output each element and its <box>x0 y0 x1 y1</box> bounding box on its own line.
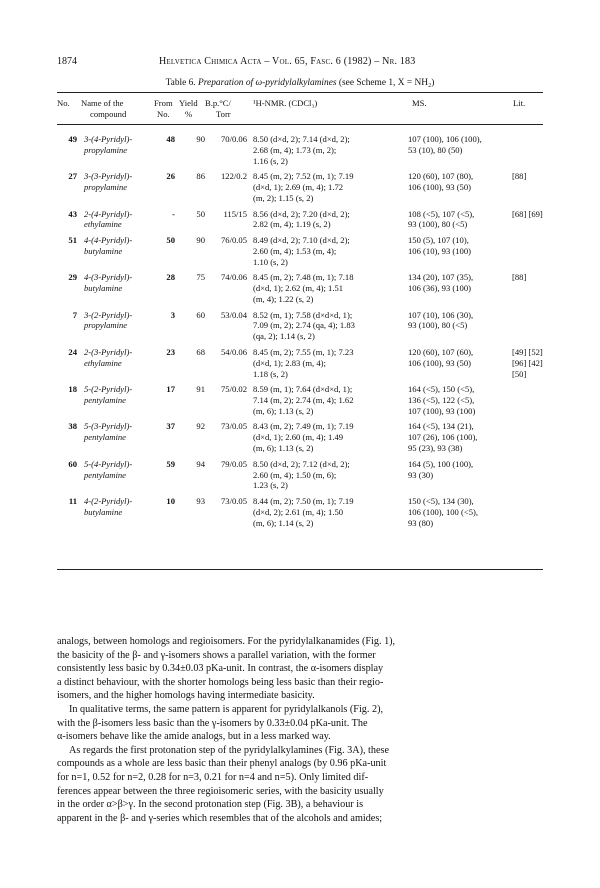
yield-value: 68 <box>196 346 205 357</box>
nmr-data-line: (d×d, 1); 2.69 (m, 4); 1.72 <box>253 182 344 193</box>
compound-name <box>84 134 148 156</box>
table-row <box>57 421 543 454</box>
page-number: 1874 <box>57 56 77 67</box>
nmr-data <box>253 421 403 454</box>
ms-data-line: 164 (<5), 134 (21), <box>408 421 474 432</box>
boiling-point: 75/0.02 <box>220 384 247 395</box>
from-number: 59 <box>166 458 175 469</box>
nmr-data-line: (m, 6); 1.14 (s, 2) <box>253 517 314 528</box>
literature-refs-line: [49] [52] <box>512 346 543 357</box>
col-header-no: No. <box>57 98 70 108</box>
ms-data <box>408 496 510 529</box>
from-number: 37 <box>166 421 175 432</box>
compound-name-line: 5-(4-Pyridyl)- <box>84 458 133 469</box>
boiling-point: 79/0.05 <box>220 458 247 469</box>
body-text-line: consistently less basic by 0.34±0.03 pKa-unit. In contrast, the α-isomers display <box>57 663 384 675</box>
compound-name <box>84 272 148 294</box>
table-row <box>57 134 543 167</box>
nmr-data <box>253 134 403 167</box>
yield-value: 90 <box>196 134 205 144</box>
nmr-data-line: 8.59 (m, 1); 7.64 (d×d×d, 1); <box>253 384 353 395</box>
compound-name <box>84 347 148 369</box>
literature-refs-line: [88] <box>512 272 527 283</box>
compound-name-line: pentylamine <box>84 432 126 443</box>
compound-name-line: 3-(4-Pyridyl)- <box>84 134 133 144</box>
yield-value: 92 <box>196 421 205 432</box>
nmr-data-line: 1.10 (s, 2) <box>253 256 288 267</box>
boiling-point: 73/0.05 <box>220 421 247 432</box>
ms-data-line: 106 (36), 93 (100) <box>408 283 472 294</box>
boiling-point: 122/0.2 <box>220 171 247 182</box>
compound-number: 18 <box>68 384 77 395</box>
yield-value: 94 <box>196 458 205 469</box>
body-text-line: in the order α>β>γ. In the second protonation step (Fig. 3B), a behaviour is <box>57 799 364 811</box>
literature-refs-line: [96] [42] <box>512 357 543 368</box>
ms-data-line: 108 (<5), 107 (<5), <box>408 208 475 219</box>
table-top-rule <box>57 92 543 93</box>
col-header-name-2: compound <box>90 109 127 119</box>
col-header-yield: Yield <box>179 98 198 108</box>
compound-number: 27 <box>68 171 77 182</box>
nmr-data-line: (m, 6); 1.13 (s, 2) <box>253 443 314 454</box>
col-header-bp-2: Torr <box>216 109 231 119</box>
table-title-italic: Preparation of ω-pyridylalkylamines <box>198 78 337 88</box>
compound-name-line: propylamine <box>84 320 128 331</box>
compound-number: 51 <box>68 234 77 245</box>
body-text-line: α-isomers behave like the amide analogs, but in a less marked way. <box>57 731 331 743</box>
nmr-data-line: 8.49 (d×d, 2); 7.10 (d×d, 2); <box>253 234 350 245</box>
nmr-data-line: 1.16 (s, 2) <box>253 155 288 166</box>
ms-data <box>408 421 510 454</box>
col-header-ms: MS. <box>412 98 427 108</box>
yield-value: 60 <box>196 309 205 320</box>
nmr-data <box>253 310 403 343</box>
compound-name-line: 3-(2-Pyridyl)- <box>84 309 133 320</box>
ms-data-line: 136 (<5), 122 (<5), <box>408 394 475 405</box>
ms-data <box>408 272 510 294</box>
compound-number: 11 <box>68 495 77 506</box>
ms-data-line: 134 (20), 107 (35), <box>408 272 474 283</box>
compound-name <box>84 459 148 481</box>
compound-number: 43 <box>68 208 77 219</box>
nmr-data-line: 7.14 (m, 2); 2.74 (m, 4); 1.62 <box>253 394 354 405</box>
nmr-data-line: 7.09 (m, 2); 2.74 (qa, 4); 1.83 <box>253 320 355 331</box>
boiling-point: 53/0.04 <box>220 309 247 320</box>
ms-data-line: 107 (10), 106 (30), <box>408 309 474 320</box>
nmr-data-line: (qa, 2); 1.14 (s, 2) <box>253 331 315 342</box>
yield-value: 91 <box>196 384 205 395</box>
body-text-line: for n=1, 0.52 for n=2, 0.28 for n=3, 0.21 for n=4 and n=5). Only limited dif- <box>57 771 369 783</box>
table-bottom-rule <box>57 569 543 570</box>
nmr-data-line: (m, 4); 1.22 (s, 2) <box>253 294 314 305</box>
ms-data-line: 164 (5), 100 (100), <box>408 458 474 469</box>
compound-name-line: 4-(2-Pyridyl)- <box>84 495 133 506</box>
ms-data-line: 120 (60), 107 (80), <box>408 171 474 182</box>
from-number: 23 <box>166 346 175 357</box>
table-caption <box>57 78 543 88</box>
body-text-line: analogs, between homologs and regioisomers. For the pyridylalkanamides (Fig. 1), <box>57 636 396 647</box>
col-header-from: From <box>154 98 173 108</box>
ms-data-line: 150 (5), 107 (10), <box>408 234 469 245</box>
body-paragraphs <box>57 635 543 825</box>
compound-name-line: 4-(4-Pyridyl)- <box>84 234 133 245</box>
from-number: 3 <box>170 309 175 320</box>
yield-value: 86 <box>196 171 205 182</box>
nmr-data-line: (d×d, 1); 2.62 (m, 4); 1.51 <box>253 283 344 294</box>
ms-data <box>408 209 510 231</box>
compound-name-line: ethylamine <box>84 219 122 230</box>
compound-name-line: pentylamine <box>84 394 126 405</box>
nmr-data-line: 8.45 (m, 2); 7.55 (m, 1); 7.23 <box>253 346 354 357</box>
ms-data <box>408 347 510 369</box>
ms-data-line: 53 (10), 80 (50) <box>408 144 463 155</box>
yield-value: 50 <box>196 208 205 219</box>
compound-name-line: pentylamine <box>84 469 126 480</box>
col-header-yield-2: % <box>185 109 193 119</box>
body-text-line: compounds as a whole are less basic than their phenyl analogs (by 0.96 pKa-unit <box>57 758 387 770</box>
ms-data <box>408 384 510 417</box>
nmr-data-line: 2.68 (m, 4); 1.73 (m, 2); <box>253 144 337 155</box>
compound-name-line: 5-(3-Pyridyl)- <box>84 421 133 432</box>
nmr-data-line: 2.82 (m, 4); 1.19 (s, 2) <box>253 219 331 230</box>
ms-data-line: 93 (100), 80 (<5) <box>408 219 468 230</box>
journal-citation: Helvetica Chimica Acta – Vol. 65, Fasc. 6 (1982) – Nr. 183 <box>159 56 416 67</box>
ms-data-line: 93 (100), 80 (<5) <box>408 320 468 331</box>
nmr-data-line: (d×d, 2); 2.61 (m, 4); 1.50 <box>253 506 344 517</box>
ms-data-line: 93 (80) <box>408 517 434 528</box>
nmr-data-line: 8.44 (m, 2); 7.50 (m, 1); 7.19 <box>253 495 354 506</box>
nmr-data-line: 8.56 (d×d, 2); 7.20 (d×d, 2); <box>253 208 350 219</box>
literature-refs <box>512 209 546 220</box>
compound-name <box>84 209 148 231</box>
compound-number: 29 <box>68 272 77 283</box>
table-header-rule <box>57 124 543 125</box>
nmr-data-line: 8.45 (m, 2); 7.52 (m, 1); 7.19 <box>253 171 354 182</box>
from-number: 50 <box>166 234 175 245</box>
compound-name-line: 5-(2-Pyridyl)- <box>84 384 133 395</box>
ms-data-line: 106 (10), 93 (100) <box>408 245 472 256</box>
ms-data-line: 107 (26), 106 (100), <box>408 432 478 443</box>
from-number: 28 <box>166 272 175 283</box>
body-text-line: ferences appear between the three regioisomeric series, with the basicity usually <box>57 785 384 797</box>
compound-name <box>84 384 148 406</box>
table-row <box>57 347 543 380</box>
ms-data <box>408 235 510 257</box>
compound-name-line: butylamine <box>84 245 123 256</box>
literature-refs <box>512 272 546 283</box>
literature-refs-line: [50] <box>512 368 527 379</box>
compound-number: 24 <box>68 346 77 357</box>
nmr-data-line: 8.43 (m, 2); 7.49 (m, 1); 7.19 <box>253 421 354 432</box>
compound-name <box>84 235 148 257</box>
table-row <box>57 171 543 204</box>
ms-data-line: 106 (100), 100 (<5), <box>408 506 479 517</box>
ms-data-line: 107 (100), 106 (100), <box>408 134 482 144</box>
col-header-name: Name of the <box>81 98 124 108</box>
nmr-data <box>253 272 403 305</box>
yield-value: 75 <box>196 272 205 283</box>
compound-name-line: butylamine <box>84 283 123 294</box>
literature-refs-line: [68] [69] <box>512 208 543 219</box>
nmr-data-line: 8.50 (d×d, 2); 7.12 (d×d, 2); <box>253 458 350 469</box>
compound-number: 38 <box>68 421 77 432</box>
nmr-data <box>253 496 403 529</box>
body-text-line: In qualitative terms, the same pattern is apparent for pyridylalkanols (Fig. 2), <box>69 703 384 715</box>
compound-name-line: propylamine <box>84 144 128 155</box>
nmr-data <box>253 347 403 380</box>
boiling-point: 73/0.05 <box>220 495 247 506</box>
from-number: 17 <box>166 384 175 395</box>
ms-data-line: 150 (<5), 134 (30), <box>408 495 474 506</box>
ms-data-line: 164 (<5), 150 (<5), <box>408 384 475 395</box>
table-title-suffix: (see Scheme 1, X = NH₂) <box>338 78 435 88</box>
ms-data-line: 106 (100), 93 (50) <box>408 357 472 368</box>
compound-name-line: propylamine <box>84 182 128 193</box>
table-row <box>57 235 543 268</box>
nmr-data-line: 2.60 (m, 4); 1.50 (m, 6); <box>253 469 337 480</box>
ms-data-line: 120 (60), 107 (60), <box>408 346 474 357</box>
from-number: - <box>172 208 175 219</box>
compound-name-line: 2-(4-Pyridyl)- <box>84 208 133 219</box>
table-label: Table 6. <box>165 78 196 88</box>
compound-name-line: 4-(3-Pyridyl)- <box>84 272 133 283</box>
nmr-data-line: 8.50 (d×d, 2); 7.14 (d×d, 2); <box>253 134 350 144</box>
boiling-point: 115/15 <box>223 208 247 219</box>
from-number: 10 <box>166 495 175 506</box>
yield-value: 93 <box>196 495 205 506</box>
compound-number: 49 <box>68 134 77 144</box>
ms-data <box>408 171 510 193</box>
table-header-row-2 <box>57 109 543 121</box>
literature-refs-line: [88] <box>512 171 527 182</box>
compound-name <box>84 496 148 518</box>
nmr-data-line: 8.52 (m, 1); 7.58 (d×d×d, 1); <box>253 309 353 320</box>
nmr-data <box>253 171 403 204</box>
from-number: 26 <box>166 171 175 182</box>
nmr-data <box>253 209 403 231</box>
col-header-from-2: No. <box>157 109 170 119</box>
ms-data-line: 106 (100), 93 (50) <box>408 182 472 193</box>
col-header-lit: Lit. <box>513 98 526 108</box>
nmr-data-line: (m, 6); 1.13 (s, 2) <box>253 405 314 416</box>
body-text-line: a distinct behaviour, with the shorter homologs being less basic than their regio- <box>57 676 384 688</box>
nmr-data-line: 1.23 (s, 2) <box>253 480 288 491</box>
compound-name-line: 2-(3-Pyridyl)- <box>84 346 133 357</box>
table-row <box>57 272 543 305</box>
ms-data-line: 107 (100), 93 (100) <box>408 405 476 416</box>
table-row <box>57 209 543 231</box>
nmr-data-line: 1.18 (s, 2) <box>253 368 288 379</box>
compound-name <box>84 421 148 443</box>
nmr-data-line: (d×d, 1); 2.60 (m, 4); 1.49 <box>253 432 344 443</box>
ms-data <box>408 134 510 156</box>
compound-name-line: ethylamine <box>84 357 122 368</box>
table-row <box>57 496 543 529</box>
compound-number: 7 <box>72 309 77 320</box>
ms-data <box>408 310 510 332</box>
col-header-nmr: ¹H-NMR. (CDCl₃) <box>253 98 318 108</box>
ms-data-line: 93 (30) <box>408 469 434 480</box>
compound-name <box>84 171 148 193</box>
ms-data-line: 95 (23), 93 (38) <box>408 443 463 454</box>
nmr-data <box>253 459 403 492</box>
boiling-point: 54/0.06 <box>220 346 247 357</box>
body-text-line: As regards the first protonation step of the pyridylalkylamines (Fig. 3A), these <box>69 744 389 756</box>
boiling-point: 74/0.06 <box>220 272 247 283</box>
table-row <box>57 459 543 492</box>
compound-name-line: 3-(3-Pyridyl)- <box>84 171 133 182</box>
ms-data <box>408 459 510 481</box>
nmr-data-line: 8.45 (m, 2); 7.48 (m, 1); 7.18 <box>253 272 354 283</box>
literature-refs <box>512 347 546 380</box>
body-text-line: with the β-isomers less basic than the γ-isomers by 0.33±0.04 pKa-unit. The <box>57 717 368 729</box>
body-text-line: apparent in the β- and γ-series which resembles that of the alcohols and amides; <box>57 812 383 824</box>
body-text-line: the basicity of the β- and γ-isomers shows a parallel variation, with the former <box>57 649 376 661</box>
table-body <box>57 134 543 533</box>
body-text-line: isomers, and the higher homologs having intermediate basicity. <box>57 690 315 702</box>
compound-number: 60 <box>68 458 77 469</box>
boiling-point: 76/0.05 <box>220 234 247 245</box>
nmr-data-line: 2.60 (m, 4); 1.53 (m, 4); <box>253 245 337 256</box>
boiling-point: 70/0.06 <box>220 134 247 144</box>
yield-value: 90 <box>196 234 205 245</box>
from-number: 48 <box>166 134 175 144</box>
nmr-data <box>253 235 403 268</box>
nmr-data-line: (m, 2); 1.15 (s, 2) <box>253 193 314 204</box>
compound-name-line: butylamine <box>84 506 123 517</box>
table-row <box>57 384 543 417</box>
col-header-bp: B.p.°C/ <box>205 98 231 108</box>
table-row <box>57 310 543 343</box>
compound-name <box>84 310 148 332</box>
literature-refs <box>512 171 546 182</box>
nmr-data <box>253 384 403 417</box>
nmr-data-line: (d×d, 1); 2.83 (m, 4); <box>253 357 326 368</box>
running-head <box>57 56 543 70</box>
